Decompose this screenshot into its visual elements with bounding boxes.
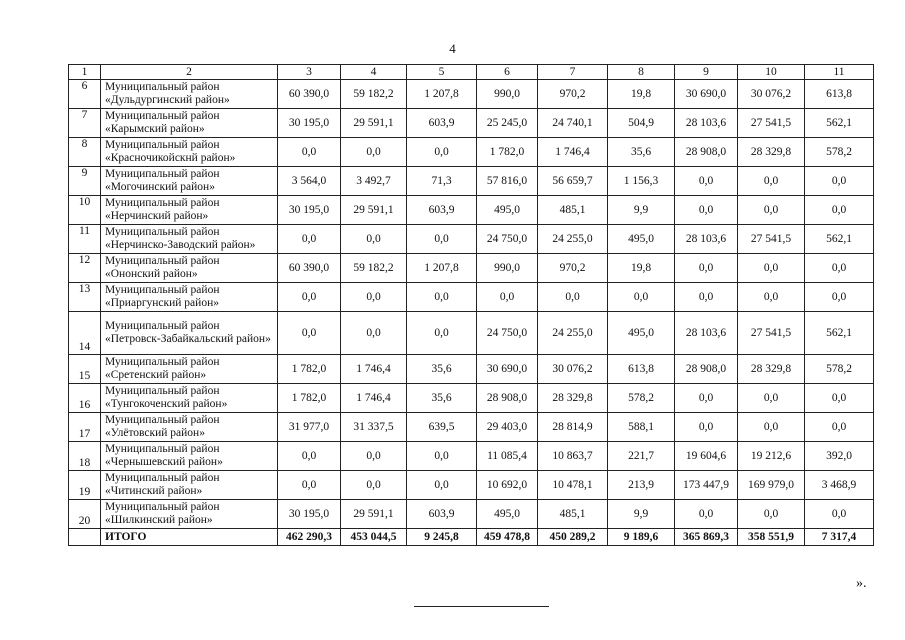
- value-cell: 578,2: [608, 384, 675, 413]
- district-name: Муниципальный район «Чернышевский район»: [101, 442, 278, 471]
- header-cell: 3: [278, 65, 341, 80]
- value-cell: 613,8: [608, 355, 675, 384]
- value-cell: 0,0: [341, 471, 407, 500]
- value-cell: 28 329,8: [738, 355, 805, 384]
- value-cell: 24 255,0: [538, 312, 608, 355]
- value-cell: 0,0: [805, 196, 874, 225]
- value-cell: 213,9: [608, 471, 675, 500]
- total-label: ИТОГО: [101, 529, 278, 546]
- value-cell: 485,1: [538, 196, 608, 225]
- value-cell: 392,0: [805, 442, 874, 471]
- district-name: Муниципальный район «Петровск-Забайкальский район»: [101, 312, 278, 355]
- total-row: [69, 529, 874, 546]
- header-cell: 9: [675, 65, 738, 80]
- value-cell: 56 659,7: [538, 167, 608, 196]
- table-row: [69, 254, 874, 283]
- row-number: 6: [69, 80, 101, 109]
- total-value: 462 290,3: [278, 529, 341, 546]
- value-cell: 3 492,7: [341, 167, 407, 196]
- value-cell: 0,0: [738, 413, 805, 442]
- value-cell: 29 591,1: [341, 196, 407, 225]
- row-number: 15: [69, 355, 101, 384]
- header-cell: 4: [341, 65, 407, 80]
- district-name: Муниципальный район «Карымский район»: [101, 109, 278, 138]
- page-number: 4: [449, 41, 456, 56]
- total-value: 358 551,9: [738, 529, 805, 546]
- value-cell: 0,0: [407, 225, 477, 254]
- header-row: [69, 65, 874, 80]
- header-cell: 5: [407, 65, 477, 80]
- table-row: [69, 109, 874, 138]
- row-number: 13: [69, 283, 101, 312]
- value-cell: 30 195,0: [278, 109, 341, 138]
- value-cell: 35,6: [608, 138, 675, 167]
- value-cell: 0,0: [805, 167, 874, 196]
- value-cell: 1 156,3: [608, 167, 675, 196]
- total-value: 9 189,6: [608, 529, 675, 546]
- value-cell: 495,0: [477, 196, 538, 225]
- row-number: 12: [69, 254, 101, 283]
- value-cell: 0,0: [407, 471, 477, 500]
- value-cell: 3 564,0: [278, 167, 341, 196]
- row-number: 10: [69, 196, 101, 225]
- row-number: 19: [69, 471, 101, 500]
- value-cell: 639,5: [407, 413, 477, 442]
- district-name: Муниципальный район «Улётовский район»: [101, 413, 278, 442]
- district-name: Муниципальный район «Читинский район»: [101, 471, 278, 500]
- value-cell: 562,1: [805, 312, 874, 355]
- value-cell: 24 740,1: [538, 109, 608, 138]
- value-cell: 173 447,9: [675, 471, 738, 500]
- district-name: Муниципальный район «Сретенский район»: [101, 355, 278, 384]
- table-row: [69, 355, 874, 384]
- budget-table: [68, 64, 874, 546]
- value-cell: 1 746,4: [341, 355, 407, 384]
- value-cell: 578,2: [805, 355, 874, 384]
- value-cell: 0,0: [278, 442, 341, 471]
- value-cell: 57 816,0: [477, 167, 538, 196]
- value-cell: 0,0: [675, 413, 738, 442]
- value-cell: 0,0: [738, 167, 805, 196]
- value-cell: 27 541,5: [738, 225, 805, 254]
- value-cell: 578,2: [805, 138, 874, 167]
- header-cell: 7: [538, 65, 608, 80]
- district-name: Муниципальный район «Нерчинско-Заводский район»: [101, 225, 278, 254]
- row-number: 16: [69, 384, 101, 413]
- value-cell: 29 591,1: [341, 109, 407, 138]
- value-cell: 0,0: [608, 283, 675, 312]
- value-cell: 0,0: [278, 225, 341, 254]
- value-cell: 0,0: [278, 283, 341, 312]
- value-cell: 1 782,0: [477, 138, 538, 167]
- total-blank-cell: [69, 529, 101, 546]
- value-cell: 495,0: [608, 225, 675, 254]
- value-cell: 11 085,4: [477, 442, 538, 471]
- value-cell: 27 541,5: [738, 312, 805, 355]
- value-cell: 0,0: [675, 500, 738, 529]
- value-cell: 0,0: [407, 138, 477, 167]
- value-cell: 10 478,1: [538, 471, 608, 500]
- value-cell: 0,0: [341, 312, 407, 355]
- value-cell: 30 195,0: [278, 500, 341, 529]
- value-cell: 35,6: [407, 384, 477, 413]
- value-cell: 990,0: [477, 80, 538, 109]
- value-cell: 1 782,0: [278, 355, 341, 384]
- table-row: [69, 80, 874, 109]
- value-cell: 59 182,2: [341, 254, 407, 283]
- value-cell: 0,0: [407, 283, 477, 312]
- row-number: 8: [69, 138, 101, 167]
- value-cell: 28 103,6: [675, 109, 738, 138]
- value-cell: 0,0: [738, 254, 805, 283]
- value-cell: 0,0: [738, 500, 805, 529]
- table-row: [69, 283, 874, 312]
- value-cell: 495,0: [477, 500, 538, 529]
- value-cell: 31 977,0: [278, 413, 341, 442]
- value-cell: 28 908,0: [675, 138, 738, 167]
- value-cell: 28 329,8: [538, 384, 608, 413]
- value-cell: 28 103,6: [675, 312, 738, 355]
- total-value: 7 317,4: [805, 529, 874, 546]
- value-cell: 0,0: [805, 413, 874, 442]
- value-cell: 19 604,6: [675, 442, 738, 471]
- value-cell: 30 076,2: [738, 80, 805, 109]
- value-cell: 0,0: [805, 283, 874, 312]
- value-cell: 29 591,1: [341, 500, 407, 529]
- header-cell: 8: [608, 65, 675, 80]
- district-name: Муниципальный район «Приаргунский район»: [101, 283, 278, 312]
- value-cell: 28 908,0: [675, 355, 738, 384]
- total-value: 450 289,2: [538, 529, 608, 546]
- row-number: 9: [69, 167, 101, 196]
- value-cell: 0,0: [675, 254, 738, 283]
- row-number: 14: [69, 312, 101, 355]
- value-cell: 30 076,2: [538, 355, 608, 384]
- total-value: 9 245,8: [407, 529, 477, 546]
- value-cell: 0,0: [341, 442, 407, 471]
- table-row: [69, 138, 874, 167]
- value-cell: 27 541,5: [738, 109, 805, 138]
- header-cell: 2: [101, 65, 278, 80]
- value-cell: 562,1: [805, 109, 874, 138]
- value-cell: 0,0: [278, 312, 341, 355]
- table-row: [69, 413, 874, 442]
- table-row: [69, 167, 874, 196]
- row-number: 7: [69, 109, 101, 138]
- value-cell: 562,1: [805, 225, 874, 254]
- value-cell: 0,0: [341, 283, 407, 312]
- district-name: Муниципальный район «Красночикойскнй район»: [101, 138, 278, 167]
- value-cell: 0,0: [738, 384, 805, 413]
- value-cell: 0,0: [738, 196, 805, 225]
- district-name: Муниципальный район «Дульдургинский район»: [101, 80, 278, 109]
- header-cell: 1: [69, 65, 101, 80]
- value-cell: 30 690,0: [675, 80, 738, 109]
- total-value: 453 044,5: [341, 529, 407, 546]
- value-cell: 0,0: [407, 312, 477, 355]
- value-cell: 28 103,6: [675, 225, 738, 254]
- value-cell: 19,8: [608, 254, 675, 283]
- value-cell: 19,8: [608, 80, 675, 109]
- header-cell: 10: [738, 65, 805, 80]
- value-cell: 603,9: [407, 500, 477, 529]
- value-cell: 485,1: [538, 500, 608, 529]
- value-cell: 603,9: [407, 196, 477, 225]
- value-cell: 0,0: [341, 225, 407, 254]
- row-number: 18: [69, 442, 101, 471]
- value-cell: 0,0: [278, 471, 341, 500]
- total-value: 459 478,8: [477, 529, 538, 546]
- table-row: [69, 225, 874, 254]
- value-cell: 0,0: [477, 283, 538, 312]
- row-number: 11: [69, 225, 101, 254]
- value-cell: 31 337,5: [341, 413, 407, 442]
- value-cell: 24 750,0: [477, 312, 538, 355]
- table-row: [69, 471, 874, 500]
- table-row: [69, 500, 874, 529]
- value-cell: 24 750,0: [477, 225, 538, 254]
- district-name: Муниципальный район «Тунгокоченский район»: [101, 384, 278, 413]
- value-cell: 1 746,4: [341, 384, 407, 413]
- value-cell: 504,9: [608, 109, 675, 138]
- row-number: 20: [69, 500, 101, 529]
- footer-rule: [414, 606, 549, 607]
- value-cell: 1 207,8: [407, 80, 477, 109]
- table-row: [69, 384, 874, 413]
- value-cell: 1 746,4: [538, 138, 608, 167]
- value-cell: 0,0: [805, 254, 874, 283]
- value-cell: 0,0: [538, 283, 608, 312]
- value-cell: 0,0: [805, 384, 874, 413]
- value-cell: 0,0: [675, 167, 738, 196]
- value-cell: 970,2: [538, 254, 608, 283]
- value-cell: 0,0: [407, 442, 477, 471]
- table-row: [69, 196, 874, 225]
- value-cell: 495,0: [608, 312, 675, 355]
- district-name: Муниципальный район «Ононский район»: [101, 254, 278, 283]
- total-value: 365 869,3: [675, 529, 738, 546]
- value-cell: 990,0: [477, 254, 538, 283]
- value-cell: 28 814,9: [538, 413, 608, 442]
- value-cell: 28 329,8: [738, 138, 805, 167]
- value-cell: 613,8: [805, 80, 874, 109]
- value-cell: 9,9: [608, 196, 675, 225]
- header-cell: 11: [805, 65, 874, 80]
- value-cell: 3 468,9: [805, 471, 874, 500]
- value-cell: 0,0: [278, 138, 341, 167]
- value-cell: 1 782,0: [278, 384, 341, 413]
- value-cell: 221,7: [608, 442, 675, 471]
- header-cell: 6: [477, 65, 538, 80]
- value-cell: 30 690,0: [477, 355, 538, 384]
- value-cell: 970,2: [538, 80, 608, 109]
- row-number: 17: [69, 413, 101, 442]
- district-name: Муниципальный район «Шилкинский район»: [101, 500, 278, 529]
- value-cell: 603,9: [407, 109, 477, 138]
- value-cell: 0,0: [805, 500, 874, 529]
- value-cell: 24 255,0: [538, 225, 608, 254]
- value-cell: 60 390,0: [278, 254, 341, 283]
- value-cell: 19 212,6: [738, 442, 805, 471]
- value-cell: 588,1: [608, 413, 675, 442]
- table-row: [69, 442, 874, 471]
- value-cell: 59 182,2: [341, 80, 407, 109]
- district-name: Муниципальный район «Нерчинский район»: [101, 196, 278, 225]
- table-row: [69, 312, 874, 355]
- value-cell: 0,0: [738, 283, 805, 312]
- value-cell: 169 979,0: [738, 471, 805, 500]
- district-name: Муниципальный район «Могочинский район»: [101, 167, 278, 196]
- value-cell: 10 692,0: [477, 471, 538, 500]
- closing-mark: ».: [856, 576, 867, 591]
- value-cell: 0,0: [341, 138, 407, 167]
- value-cell: 9,9: [608, 500, 675, 529]
- value-cell: 30 195,0: [278, 196, 341, 225]
- value-cell: 35,6: [407, 355, 477, 384]
- value-cell: 28 908,0: [477, 384, 538, 413]
- value-cell: 71,3: [407, 167, 477, 196]
- value-cell: 10 863,7: [538, 442, 608, 471]
- value-cell: 25 245,0: [477, 109, 538, 138]
- value-cell: 0,0: [675, 384, 738, 413]
- value-cell: 0,0: [675, 283, 738, 312]
- value-cell: 60 390,0: [278, 80, 341, 109]
- value-cell: 0,0: [675, 196, 738, 225]
- value-cell: 29 403,0: [477, 413, 538, 442]
- value-cell: 1 207,8: [407, 254, 477, 283]
